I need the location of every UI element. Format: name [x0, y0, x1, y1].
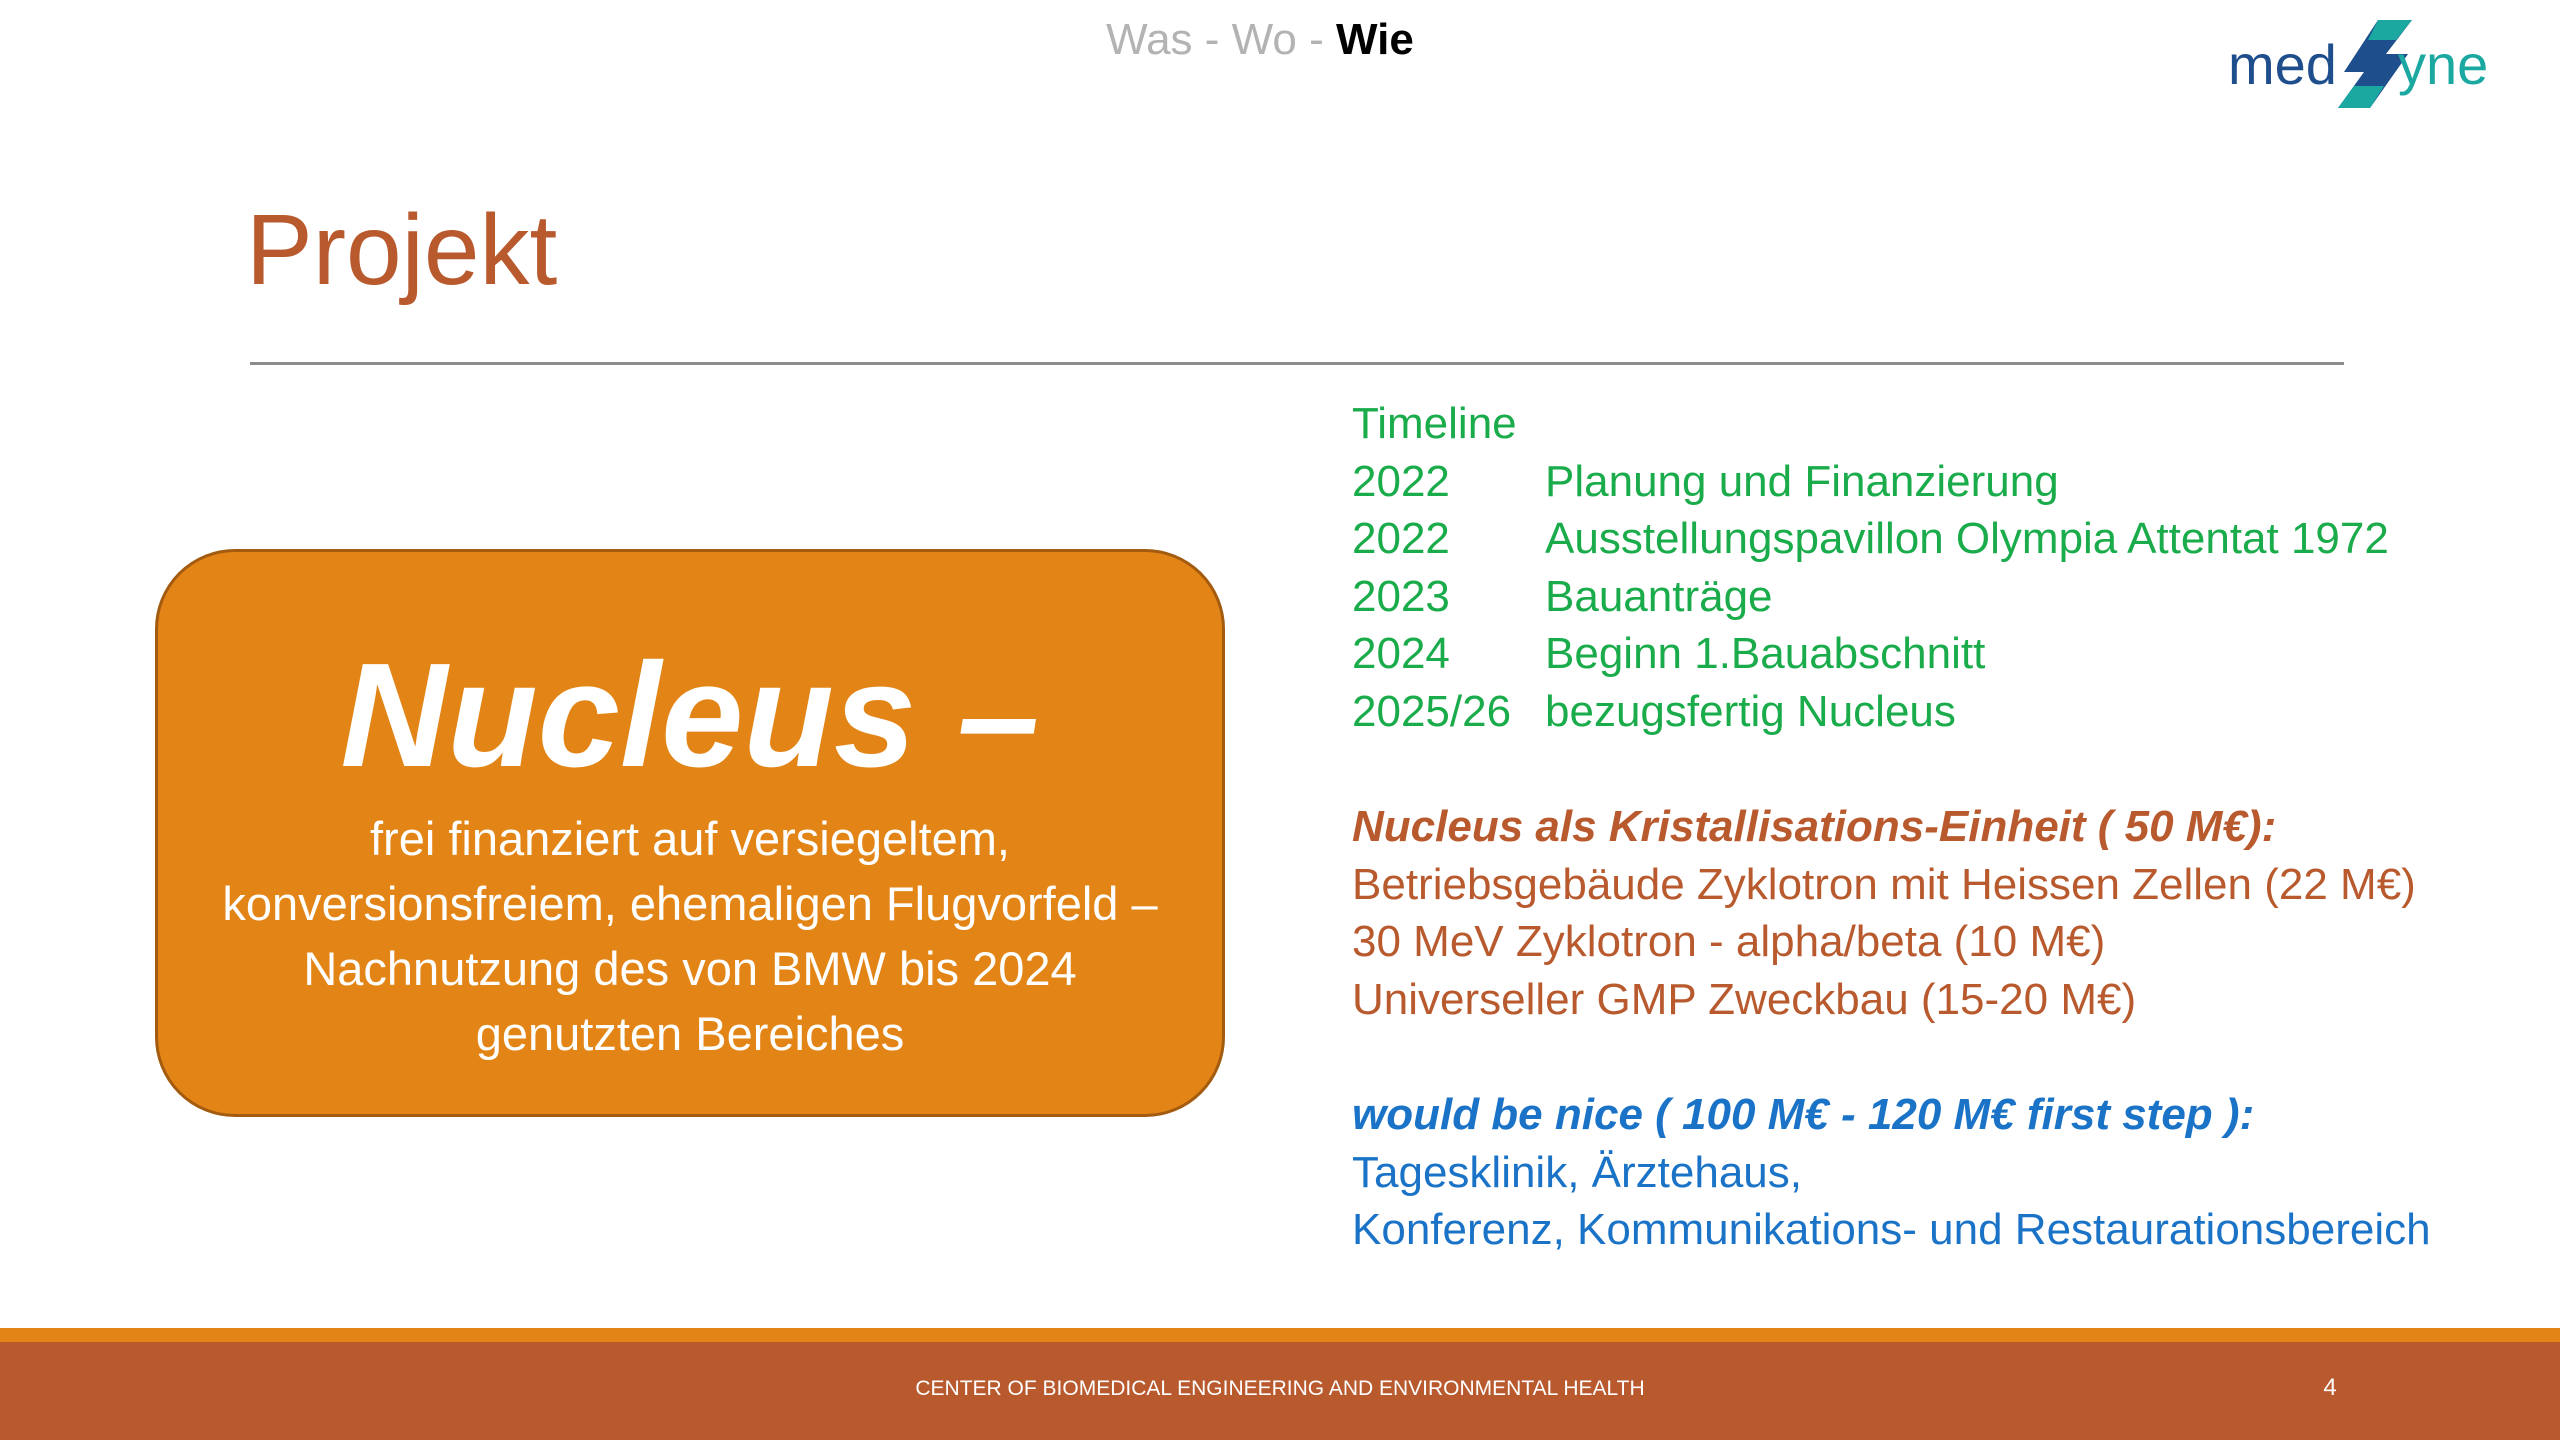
nav-item-wo: Wo [1231, 15, 1297, 64]
timeline-entry [1352, 568, 2542, 626]
nav-separator: - [1296, 15, 1336, 64]
project-details-panel [1352, 395, 2542, 1259]
timeline-text: Ausstellungspavillon Olympia Attentat 1972 [1545, 514, 2389, 564]
nav-item-wie: Wie [1335, 15, 1414, 64]
footer-accent-stripe [0, 1328, 2560, 1342]
timeline-year: 2024 [1352, 629, 1450, 679]
nice-to-have-item: Konferenz, Kommunikations- und Restaurationsbereich [1352, 1205, 2431, 1255]
nice-to-have-item: Tagesklinik, Ärztehaus, [1352, 1147, 1802, 1197]
section-navigation [0, 14, 2520, 66]
nice-to-have-heading: would be nice ( 100 M€ - 120 M€ first step ): [1352, 1090, 2255, 1140]
callout-line: frei finanziert auf versiegeltem, [369, 812, 1010, 865]
medsyne-logo [2228, 14, 2508, 114]
logo-text-left: med [2228, 33, 2337, 96]
nav-item-was: Was [1106, 15, 1193, 64]
page-number: 4 [2323, 1374, 2337, 1401]
timeline-year: 2023 [1352, 571, 1450, 621]
timeline-text: Planung und Finanzierung [1545, 456, 2059, 506]
nucleus-unit-item: Universeller GMP Zweckbau (15-20 M€) [1352, 974, 2137, 1024]
timeline-text: Bauanträge [1545, 571, 1773, 621]
nucleus-unit-heading: Nucleus als Kristallisations-Einheit ( 50 M€): [1352, 802, 2277, 852]
callout-heading: Nucleus – [340, 633, 1040, 798]
callout-line: Nachnutzung des von BMW bis 2024 [303, 942, 1077, 995]
timeline-year: 2025/26 [1352, 686, 1512, 736]
footer-institution-text: CENTER OF BIOMEDICAL ENGINEERING AND ENVIRONMENTAL HEALTH [915, 1377, 1645, 1400]
timeline-entry [1352, 683, 2542, 741]
timeline-text: Beginn 1.Bauabschnitt [1545, 629, 1986, 679]
timeline-year: 2022 [1352, 456, 1450, 506]
footer-band [0, 1342, 2560, 1440]
slide-title: Projekt [246, 194, 558, 306]
title-divider [250, 362, 2344, 365]
nucleus-unit-item: 30 MeV Zyklotron - alpha/beta (10 M€) [1352, 917, 2106, 967]
spacer [1352, 741, 2542, 799]
nav-separator: - [1192, 15, 1232, 64]
logo-text-right: yne [2398, 33, 2489, 96]
callout-body [178, 806, 1202, 1066]
timeline-entry [1352, 453, 2542, 511]
callout-line: konversionsfreiem, ehemaligen Flugvorfeld – [222, 877, 1158, 930]
timeline-entry [1352, 625, 2542, 683]
spacer [1352, 1029, 2542, 1087]
nucleus-callout-box [155, 549, 1225, 1117]
nucleus-unit-item: Betriebsgebäude Zyklotron mit Heissen Zellen (22 M€) [1352, 859, 2416, 909]
timeline-heading: Timeline [1352, 399, 1517, 448]
timeline-text: bezugsfertig Nucleus [1545, 686, 1956, 736]
callout-line: genutzten Bereiches [475, 1007, 905, 1060]
timeline-entry [1352, 510, 2542, 568]
timeline-year: 2022 [1352, 514, 1450, 564]
